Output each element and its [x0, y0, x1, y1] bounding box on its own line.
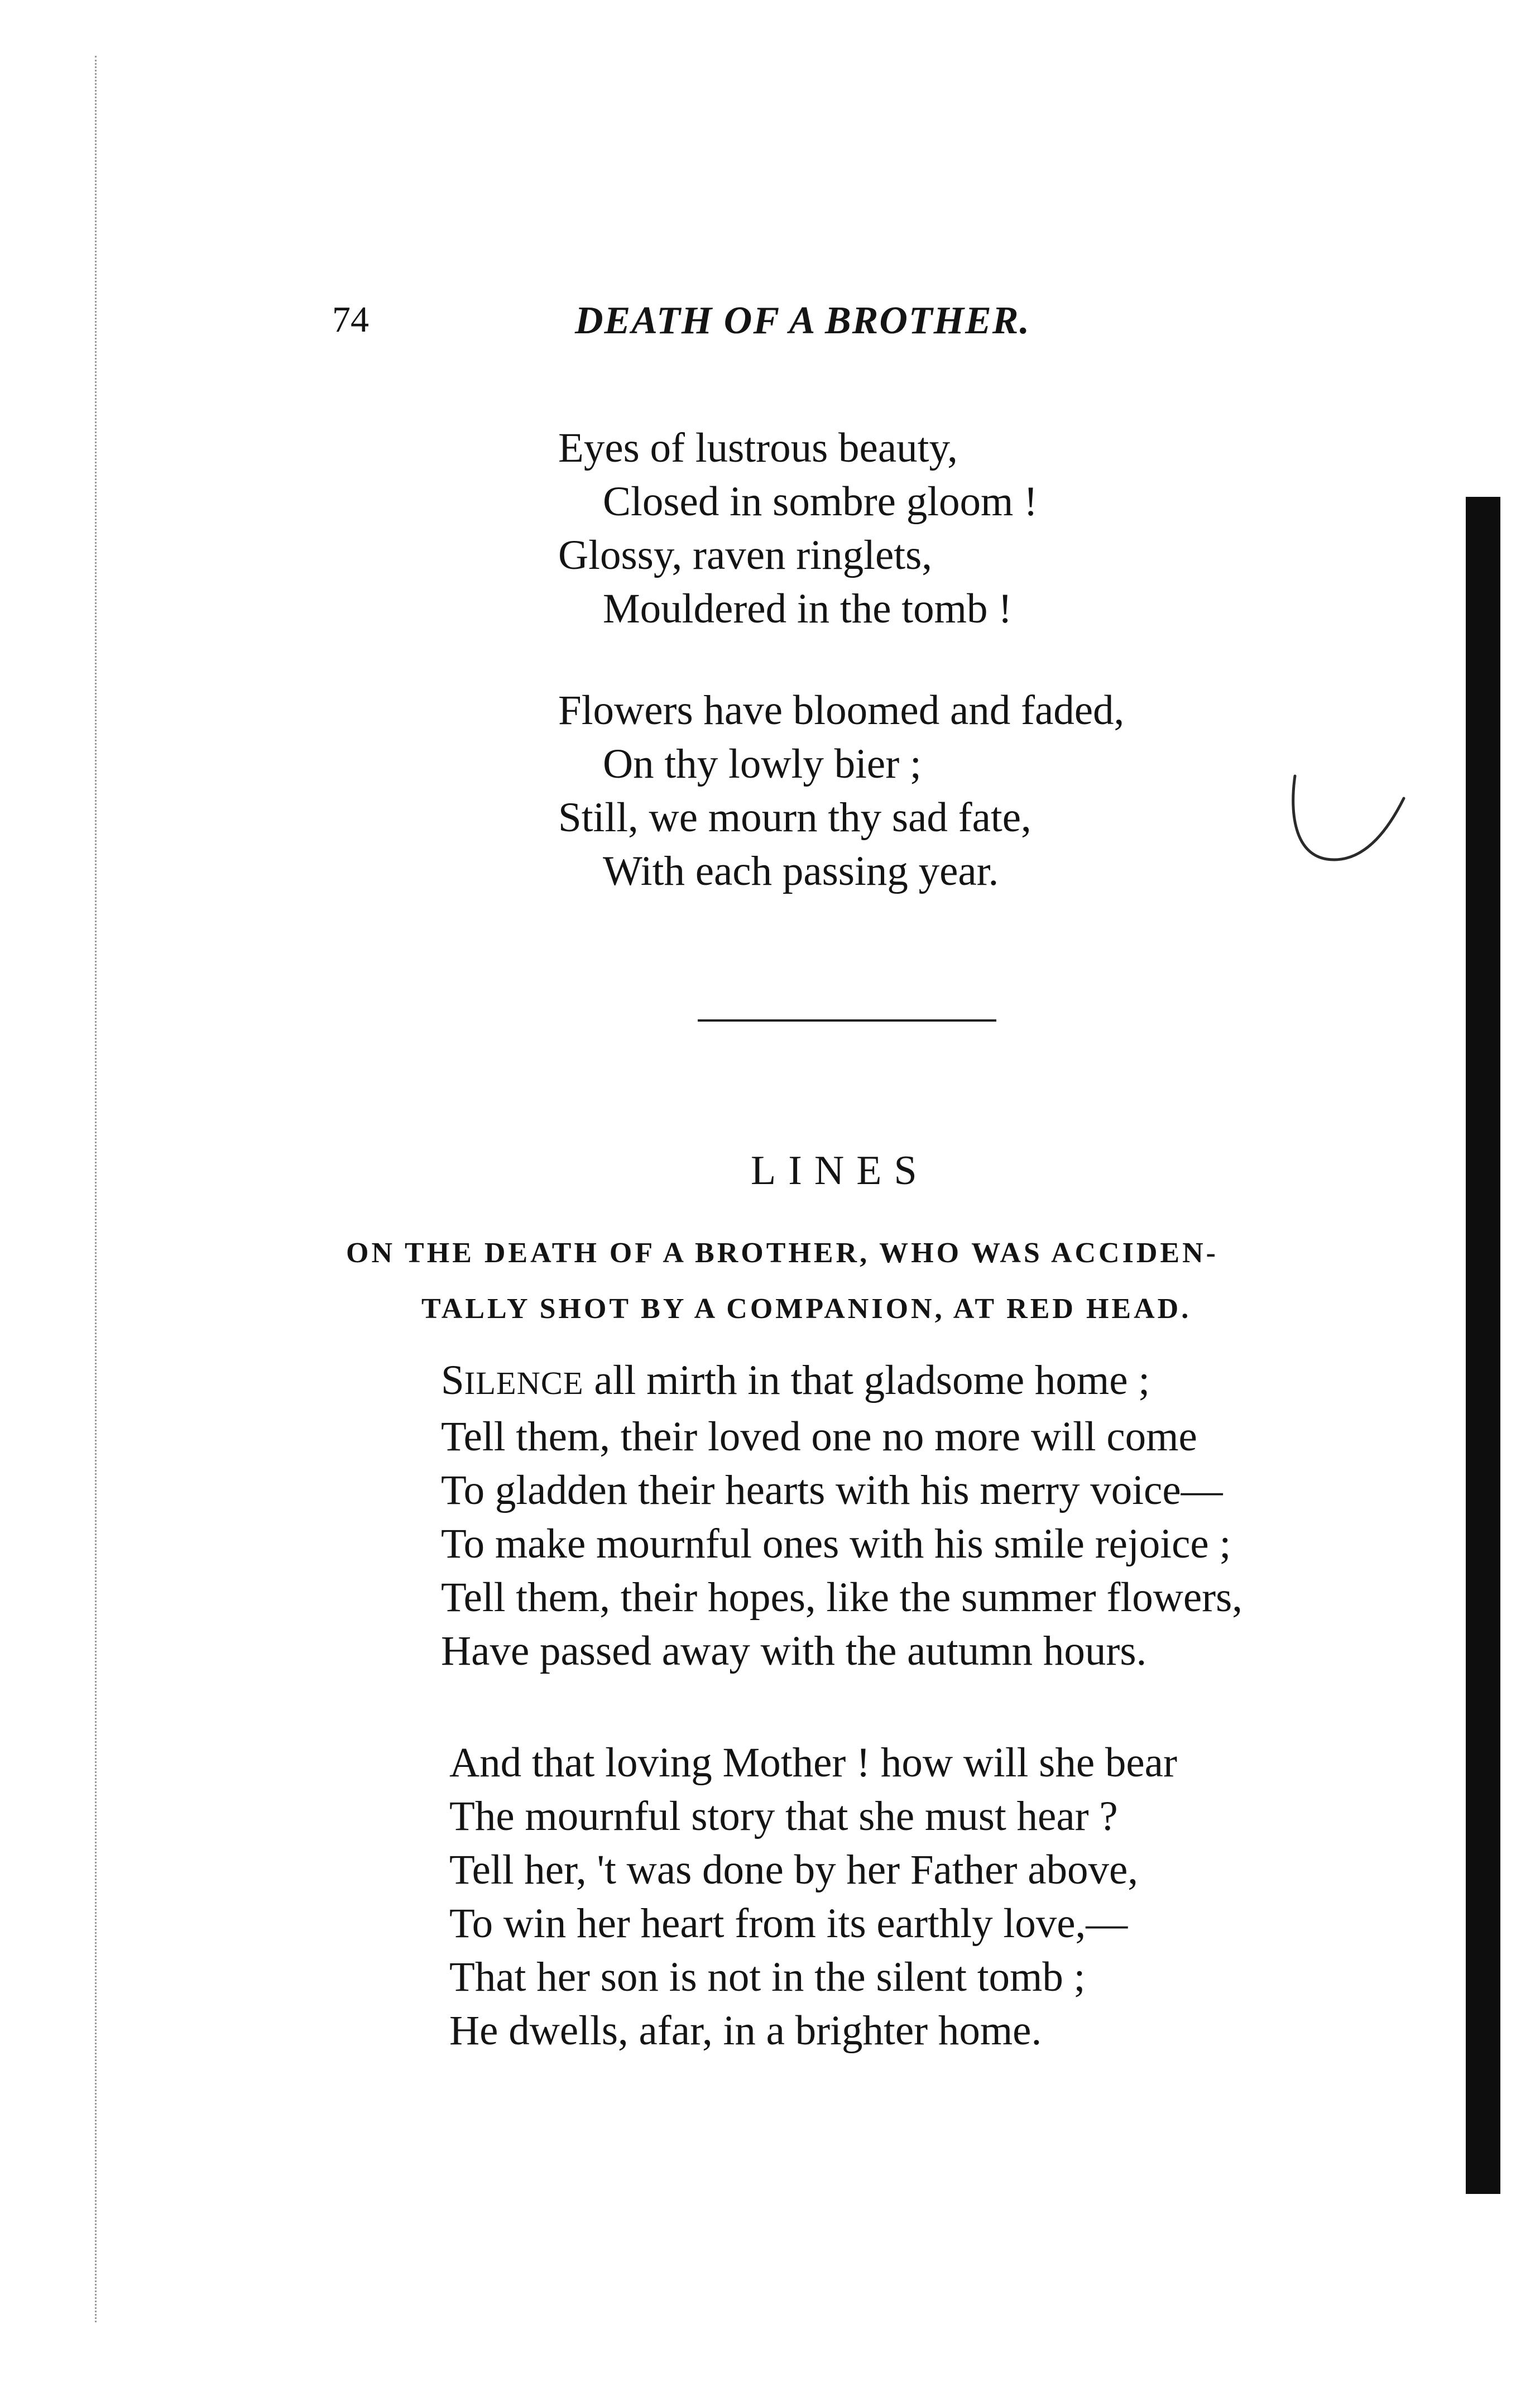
- verse-line: Closed in sombre gloom !: [603, 478, 1038, 525]
- verse-line: The mournful story that she must hear ?: [449, 1793, 1118, 1839]
- verse-line: Still, we mourn thy sad fate,: [558, 794, 1032, 841]
- verse-line-first: [441, 1354, 1242, 1410]
- verse-line: Flowers have bloomed and faded,: [558, 687, 1125, 734]
- verse-line: With each passing year.: [603, 848, 999, 894]
- page-edge-bar: [1466, 497, 1500, 2194]
- verse-line: That her son is not in the silent tomb ;: [449, 1954, 1086, 2000]
- verse-line-rest: all mirth in that gladsome home ;: [583, 1357, 1150, 1403]
- verse-line: To make mournful ones with his smile rejoice ;: [441, 1521, 1231, 1567]
- verse-line: Tell them, their hopes, like the summer flowers,: [441, 1574, 1243, 1621]
- poem-2-stanza-2: [449, 1736, 1177, 2058]
- verse-line: On thy lowly bier ;: [603, 741, 922, 787]
- small-caps-word: ILENCE: [464, 1365, 584, 1401]
- verse-line: To win her heart from its earthly love,—: [449, 1900, 1128, 1947]
- verse-line: Tell her, 't was done by her Father above,: [449, 1847, 1139, 1893]
- poem-1-stanza-2: [558, 684, 1124, 898]
- verse-line: Eyes of lustrous beauty,: [558, 425, 958, 471]
- section-divider: [698, 1019, 996, 1022]
- page-number: 74: [332, 299, 369, 340]
- verse-line: Glossy, raven ringlets,: [558, 532, 933, 578]
- drop-initial: S: [441, 1357, 464, 1403]
- poem-title: LINES: [751, 1148, 929, 1194]
- verse-line: Mouldered in the tomb !: [603, 586, 1013, 632]
- verse-line: He dwells, afar, in a brighter home.: [449, 2007, 1042, 2054]
- verse-line: To gladden their hearts with his merry voice—: [441, 1467, 1223, 1513]
- scan-margin-dots: [95, 56, 97, 2322]
- poem-subtitle: [346, 1225, 1368, 1337]
- verse-line: And that loving Mother ! how will she bear: [449, 1740, 1177, 1786]
- subtitle-line: ON THE DEATH OF A BROTHER, WHO WAS ACCIDEN-: [346, 1237, 1218, 1269]
- verse-line: Have passed away with the autumn hours.: [441, 1628, 1147, 1674]
- poem-1-stanza-1: [558, 421, 1038, 636]
- subtitle-line: TALLY SHOT BY A COMPANION, AT RED HEAD.: [421, 1293, 1192, 1325]
- poem-2-stanza-1: [441, 1354, 1242, 1678]
- pencil-mark-icon: [1284, 765, 1412, 876]
- verse-line: Tell them, their loved one no more will come: [441, 1413, 1197, 1460]
- running-title: DEATH OF A BROTHER.: [575, 299, 1030, 342]
